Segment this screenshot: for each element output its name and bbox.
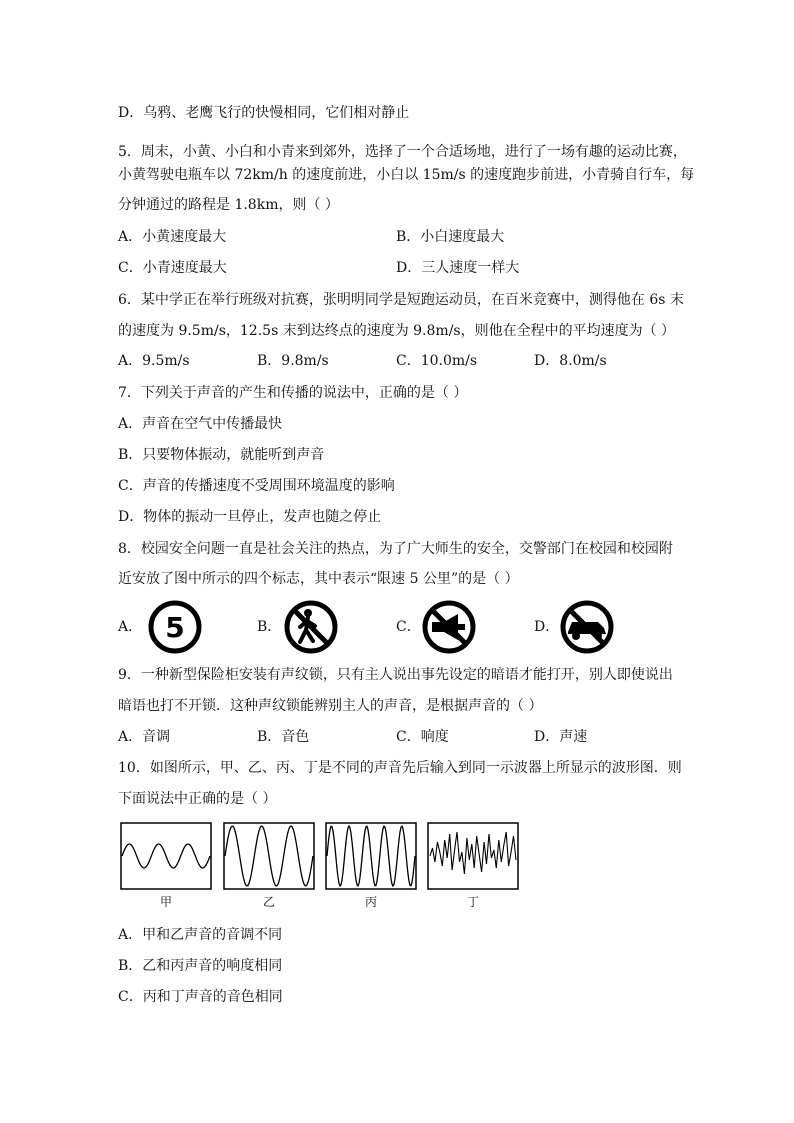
- waveform-yi: [223, 822, 315, 890]
- q10-option-c: C．丙和丁声音的音色相同: [118, 989, 283, 1005]
- q8-option-c-label: C．: [396, 619, 421, 635]
- sign-a-text: 5: [165, 611, 185, 644]
- q5-option-a: A．小黄速度最大: [118, 229, 227, 245]
- waveform-label-ding: 丁: [466, 895, 479, 909]
- q6-option-b: B．9.8m/s: [257, 353, 329, 369]
- q5-stem-line3: 分钟通过的路程是 1.8km，则（ ）: [118, 197, 339, 213]
- q10-option-a: A．甲和乙声音的音调不同: [118, 927, 283, 943]
- q5-stem-line2: 小黄驾驶电瓶车以 72km/h 的速度前进，小白以 15m/s 的速度跑步前进，小青骑自行车，每: [118, 167, 695, 183]
- q9-stem-line1: 9．一种新型保险柜安装有声纹锁，只有主人说出事先设定的暗语才能打开，别人即使说出: [118, 667, 673, 683]
- q8-stem-line1: 8．校园安全问题一直是社会关注的热点，为了广大师生的安全，交警部门在校园和校园附: [118, 541, 673, 557]
- no-horn-sign-icon: [420, 600, 478, 654]
- q7-option-a: A．声音在空气中传播最快: [118, 416, 283, 432]
- q9-stem-line2: 暗语也打不开锁．这种声纹锁能辨别主人的声音，是根据声音的（ ）: [118, 698, 543, 714]
- q8-stem-line2: 近安放了图中所示的四个标志，其中表示“限速 5 公里”的是（ ）: [118, 571, 519, 587]
- q5-option-b: B．小白速度最大: [396, 229, 505, 245]
- q5-options-row2: [118, 259, 698, 277]
- q8-signs: [118, 600, 698, 654]
- q5-options-row1: [118, 228, 698, 246]
- q4-option-d: D．乌鸦、老鹰飞行的快慢相同，它们相对静止: [118, 105, 410, 121]
- speed-limit-5-sign-icon: [146, 600, 204, 654]
- no-pedestrians-sign-icon: [282, 600, 340, 654]
- q6-option-c: C．10.0m/s: [396, 353, 478, 369]
- q7-option-c: C．声音的传播速度不受周围环境温度的影响: [118, 478, 395, 494]
- q9-option-d: D．声速: [534, 729, 588, 745]
- no-motor-vehicles-sign-icon: [558, 600, 616, 654]
- q9-options: [118, 728, 698, 746]
- waveform-jia: [120, 822, 212, 890]
- waveform-label-bing: 丙: [364, 895, 377, 909]
- waveform-bing: [325, 822, 417, 890]
- q6-stem-line2: 的速度为 9.5m/s，12.5s 末到达终点的速度为 9.8m/s，则他在全程中的平均速度为（ ）: [118, 323, 676, 339]
- q5-stem-line1: 5．周末，小黄、小白和小青来到郊外，选择了一个合适场地，进行了一场有趣的运动比赛，: [118, 144, 687, 160]
- q10-stem-line2: 下面说法中正确的是（ ）: [118, 791, 277, 807]
- q6-stem-line1: 6．某中学正在举行班级对抗赛，张明明同学是短跑运动员，在百米竞赛中，测得他在 6s 末: [118, 292, 684, 308]
- q10-option-b: B．乙和丙声音的响度相同: [118, 958, 283, 974]
- q7-stem: 7．下列关于声音的产生和传播的说法中，正确的是（ ）: [118, 385, 468, 401]
- q6-option-d: D．8.0m/s: [534, 353, 607, 369]
- q9-option-b: B．音色: [257, 729, 310, 745]
- q10-waveform-figure: [120, 822, 520, 912]
- q8-option-a-label: A．: [118, 619, 143, 635]
- q6-option-a: A．9.5m/s: [118, 353, 190, 369]
- q7-option-b: B．只要物体振动，就能听到声音: [118, 447, 325, 463]
- q10-stem-line1: 10．如图所示，甲、乙、丙、丁是不同的声音先后输入到同一示波器上所显示的波形图．则: [118, 760, 682, 776]
- q9-option-c: C．响度: [396, 729, 449, 745]
- q7-option-d: D．物体的振动一旦停止，发声也随之停止: [118, 509, 382, 525]
- waveform-label-jia: 甲: [159, 895, 172, 909]
- q8-option-b-label: B．: [257, 619, 282, 635]
- q8-option-d-label: D．: [534, 619, 560, 635]
- q5-option-c: C．小青速度最大: [118, 260, 227, 276]
- q6-options: [118, 352, 698, 370]
- waveform-ding: [427, 822, 519, 890]
- waveform-label-yi: 乙: [262, 895, 275, 909]
- q9-option-a: A．音调: [118, 729, 171, 745]
- q5-option-d: D．三人速度一样大: [396, 260, 520, 276]
